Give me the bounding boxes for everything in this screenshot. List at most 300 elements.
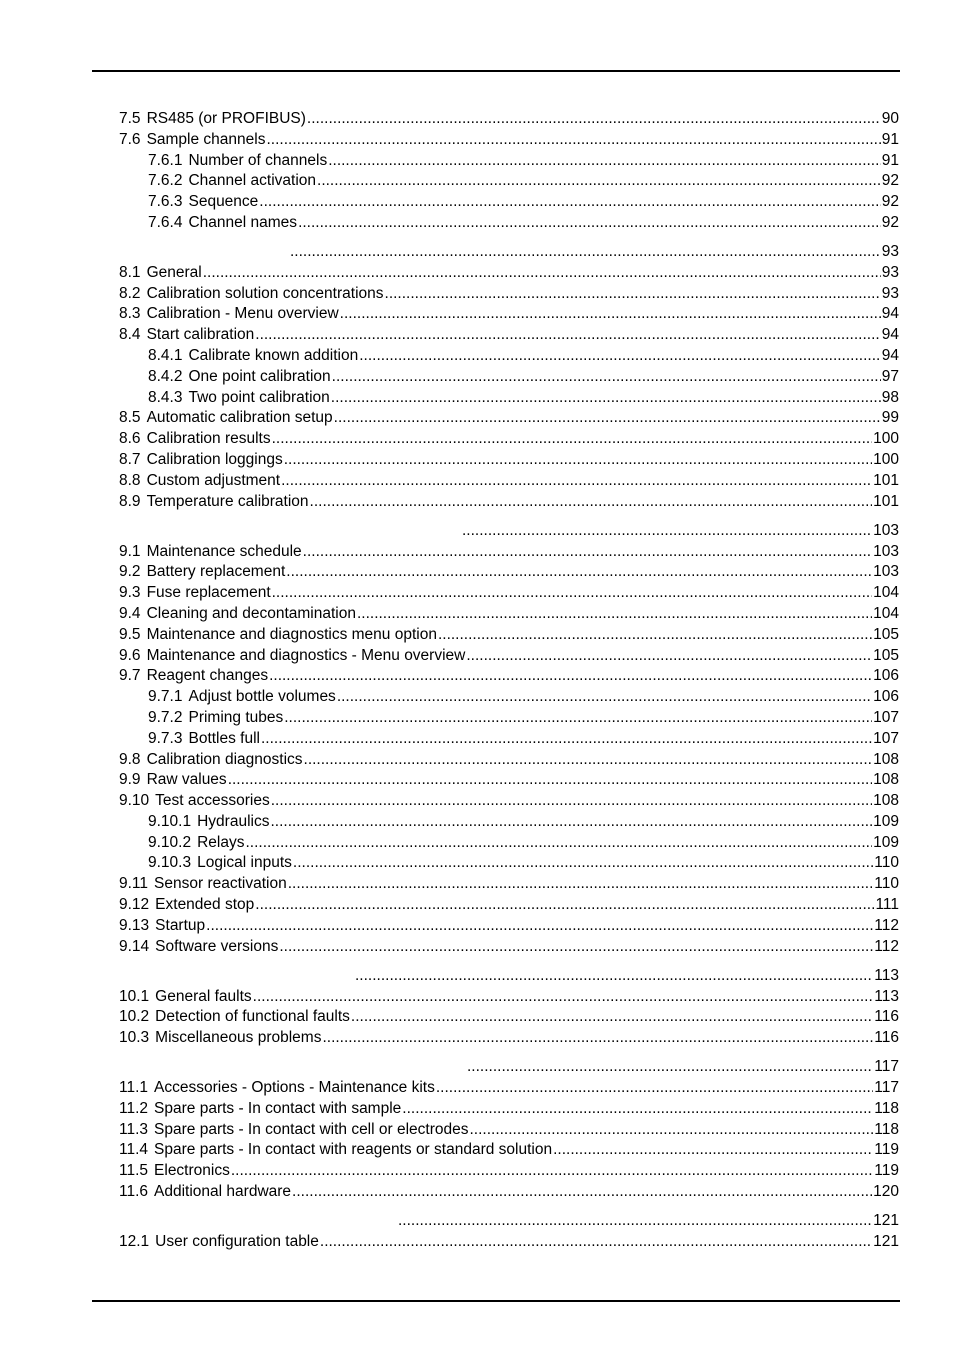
dot-leader: [317, 171, 881, 192]
toc-entry-title: User configuration table: [155, 1232, 319, 1250]
dot-leader: [253, 987, 874, 1008]
toc-entry[interactable]: [119, 750, 899, 771]
toc-entry[interactable]: [119, 109, 899, 130]
toc-entry-title: Automatic calibration setup: [146, 409, 333, 427]
toc-entry-number: 9.5: [119, 625, 141, 643]
toc-entry-label: [119, 109, 306, 130]
toc-entry[interactable]: [119, 367, 899, 388]
toc-entry-label: [119, 263, 202, 284]
toc-chapter-row[interactable]: [119, 1057, 899, 1078]
toc-page-number: 107: [873, 708, 899, 726]
toc-entry-label: [119, 666, 268, 687]
toc-page-number: 105: [873, 646, 899, 664]
toc-entry-title: Spare parts - In contact with cell or electrodes: [154, 1120, 469, 1138]
toc-entry-number: 8.1: [119, 263, 141, 281]
toc-page-number: 100: [873, 430, 899, 448]
toc-page-number: 112: [874, 937, 899, 955]
toc-entry-label: [119, 750, 303, 771]
toc-page-number: 98: [881, 388, 899, 406]
toc-entry-label: [119, 1120, 468, 1141]
toc-entry-title: Sensor reactivation: [154, 875, 287, 893]
dot-leader: [261, 729, 872, 750]
toc-page-number: 100: [873, 451, 899, 469]
toc-entry-title: Electronics: [154, 1162, 230, 1180]
toc-entry[interactable]: [119, 812, 899, 833]
toc-entry[interactable]: [119, 1078, 899, 1099]
dot-leader: [231, 1161, 873, 1182]
toc-entry[interactable]: [119, 646, 899, 667]
toc-page-number: 121: [873, 1232, 899, 1250]
dot-leader: [281, 471, 872, 492]
toc-entry[interactable]: [119, 450, 899, 471]
dot-leader: [328, 151, 881, 172]
toc-entry-label: [119, 450, 283, 471]
toc-entry[interactable]: [119, 1140, 899, 1161]
toc-page-number: 113: [874, 987, 899, 1005]
toc-entry[interactable]: [119, 895, 899, 916]
dot-leader: [357, 604, 872, 625]
dot-leader: [290, 242, 881, 263]
toc-entry[interactable]: [119, 937, 899, 958]
toc-entry-title: Maintenance and diagnostics - Menu overview: [146, 646, 466, 664]
toc-entry-label: [119, 916, 205, 937]
dot-leader: [271, 791, 872, 812]
toc-entry-number: 8.4.1: [148, 347, 183, 365]
toc-entry-label: [148, 833, 245, 854]
toc-entry[interactable]: [119, 625, 899, 646]
toc-entry-number: 10.3: [119, 1029, 150, 1047]
dot-leader: [293, 853, 873, 874]
header-rule: [92, 70, 900, 72]
toc-entry[interactable]: [119, 542, 899, 563]
toc-entry-number: 7.6.4: [148, 213, 183, 231]
toc-page-number: 97: [881, 367, 899, 385]
toc-page-number: 119: [874, 1141, 899, 1159]
toc-page-number: 119: [874, 1162, 899, 1180]
toc-page-number: 106: [873, 688, 899, 706]
toc-entry[interactable]: [119, 583, 899, 604]
toc-entry-number: 11.5: [119, 1162, 149, 1180]
dot-leader: [466, 646, 872, 667]
toc-entry[interactable]: [119, 192, 899, 213]
toc-entry-label: [119, 874, 287, 895]
dot-leader: [385, 284, 881, 305]
toc-entry-label: [148, 853, 292, 874]
toc-entry-number: 9.2: [119, 563, 141, 581]
toc-entry-number: 9.4: [119, 604, 141, 622]
toc-page-number: 103: [873, 563, 899, 581]
toc-entry[interactable]: [119, 471, 899, 492]
dot-leader: [402, 1099, 873, 1120]
toc-entry[interactable]: [119, 151, 899, 172]
dot-leader: [286, 562, 872, 583]
toc-entry[interactable]: [119, 388, 899, 409]
toc-page-number: 92: [881, 193, 899, 211]
toc-page-number: 110: [874, 875, 899, 893]
toc-entry-number: 9.3: [119, 584, 141, 602]
toc-entry-title: Additional hardware: [154, 1183, 292, 1201]
toc-page-number: 93: [881, 243, 899, 261]
dot-leader: [279, 937, 873, 958]
dot-leader: [288, 874, 874, 895]
toc-entry-title: Software versions: [155, 937, 279, 955]
toc-entry-title: Bottles full: [188, 729, 260, 747]
toc-page-number: 117: [874, 1079, 899, 1097]
toc-entry-label: [119, 325, 254, 346]
toc-page-number: 108: [873, 750, 899, 768]
toc-entry-label: [119, 429, 271, 450]
toc-entry-number: 11.2: [119, 1099, 149, 1117]
toc-entry-title: Test accessories: [155, 792, 270, 810]
toc-page-number: 101: [873, 471, 899, 489]
toc-entry-label: [148, 388, 330, 409]
toc-entry-number: 10.2: [119, 1008, 150, 1026]
toc-entry-number: 8.7: [119, 451, 141, 469]
dot-leader: [438, 625, 872, 646]
toc-entry-number: 9.7.1: [148, 688, 183, 706]
toc-entry-label: [148, 367, 331, 388]
toc-entry-number: 8.6: [119, 430, 141, 448]
dot-leader: [203, 263, 881, 284]
toc-page-number: 121: [873, 1212, 899, 1230]
toc-entry-label: [119, 937, 278, 958]
toc-entry-label: [119, 583, 271, 604]
dot-leader: [272, 583, 873, 604]
toc-entry-title: Calibration solution concentrations: [146, 284, 384, 302]
toc-entry[interactable]: [119, 408, 899, 429]
toc-entry-number: 10.1: [119, 987, 150, 1005]
toc-entry-title: Adjust bottle volumes: [188, 688, 336, 706]
toc-page-number: 103: [873, 542, 899, 560]
toc-entry-title: Extended stop: [155, 896, 255, 914]
toc-page-number: 116: [874, 1029, 899, 1047]
toc-entry[interactable]: [119, 263, 899, 284]
toc-entry-number: 8.3: [119, 305, 141, 323]
toc-entry-number: 8.5: [119, 409, 141, 427]
toc-entry-title: Custom adjustment: [146, 471, 281, 489]
dot-leader: [322, 1028, 873, 1049]
toc-entry-title: Relays: [197, 833, 245, 851]
dot-leader: [266, 130, 880, 151]
toc-page-number: 94: [881, 347, 899, 365]
toc-entry-label: [148, 687, 336, 708]
dot-leader: [310, 492, 873, 513]
toc-entry[interactable]: [119, 833, 899, 854]
toc-entry-label: [148, 151, 327, 172]
toc-entry-label: [119, 1007, 350, 1028]
toc-entry-label: [119, 1099, 401, 1120]
toc-entry[interactable]: [119, 346, 899, 367]
toc-entry-label: [119, 1161, 230, 1182]
toc-entry-title: Logical inputs: [197, 854, 292, 872]
toc-entry[interactable]: [119, 171, 899, 192]
toc-entry-title: Miscellaneous problems: [155, 1029, 322, 1047]
toc-chapter-row[interactable]: [119, 966, 899, 987]
toc-entry-number: 7.6.1: [148, 151, 183, 169]
dot-leader: [259, 192, 880, 213]
dot-leader: [269, 666, 872, 687]
toc-page-number: 93: [881, 284, 899, 302]
toc-entry-label: [119, 304, 339, 325]
toc-entry-title: Detection of functional faults: [155, 1008, 350, 1026]
toc-entry-number: 8.8: [119, 471, 141, 489]
toc-entry-label: [119, 492, 309, 513]
dot-leader: [462, 521, 872, 542]
toc-entry[interactable]: [119, 325, 899, 346]
toc-entry[interactable]: [119, 284, 899, 305]
toc-entry-number: 8.4.3: [148, 388, 183, 406]
toc-entry-number: 9.10.1: [148, 812, 192, 830]
toc-chapter-row[interactable]: [119, 521, 899, 542]
toc-entry[interactable]: [119, 213, 899, 234]
toc-entry-number: 11.1: [119, 1079, 149, 1097]
toc-entry-number: 9.13: [119, 916, 150, 934]
toc-entry-title: Calibrate known addition: [188, 347, 359, 365]
toc-entry-title: Calibration loggings: [146, 451, 283, 469]
dot-leader: [436, 1078, 873, 1099]
toc-entry[interactable]: [119, 874, 899, 895]
toc-entry[interactable]: [119, 562, 899, 583]
dot-leader: [398, 1211, 872, 1232]
dot-leader: [359, 346, 881, 367]
toc-entry-label: [148, 171, 316, 192]
toc-entry-label: [119, 646, 465, 667]
dot-leader: [467, 1057, 873, 1078]
toc-entry-number: 9.12: [119, 896, 150, 914]
toc-entry-label: [119, 895, 254, 916]
toc-chapter-row[interactable]: [119, 242, 899, 263]
toc-entry-title: Reagent changes: [146, 667, 269, 685]
toc-entry-number: 9.9: [119, 771, 141, 789]
toc-entry-label: [148, 812, 269, 833]
toc-page-number: 113: [874, 966, 899, 984]
toc-entry[interactable]: [119, 1099, 899, 1120]
toc-entry-number: 7.6: [119, 130, 141, 148]
dot-leader: [351, 1007, 873, 1028]
toc-entry[interactable]: [119, 304, 899, 325]
dot-leader: [298, 213, 881, 234]
toc-chapter-row[interactable]: [119, 1211, 899, 1232]
toc-page-number: 112: [874, 916, 899, 934]
toc-entry-number: 9.14: [119, 937, 150, 955]
toc-page-number: 91: [881, 130, 899, 148]
toc-entry-title: General faults: [155, 987, 252, 1005]
toc-entry[interactable]: [119, 130, 899, 151]
toc-page-number: 109: [873, 812, 899, 830]
toc-entry-number: 7.6.2: [148, 172, 183, 190]
toc-entry-label: [119, 1028, 321, 1049]
toc-page-number: 99: [881, 409, 899, 427]
toc-entry-label: [119, 1140, 552, 1161]
toc-entry-title: Maintenance schedule: [146, 542, 302, 560]
toc-entry-label: [119, 1182, 291, 1203]
toc-page-number: 117: [874, 1058, 899, 1076]
toc-entry-label: [119, 1078, 435, 1099]
toc-entry-label: [148, 729, 260, 750]
toc-entry-number: 7.6.3: [148, 193, 183, 211]
dot-leader: [331, 388, 881, 409]
toc-entry-title: Priming tubes: [188, 708, 284, 726]
toc-entry-title: Sample channels: [146, 130, 266, 148]
dot-leader: [303, 542, 872, 563]
dot-leader: [334, 408, 881, 429]
toc-entry-label: [119, 604, 356, 625]
toc-entry-title: Start calibration: [146, 326, 255, 344]
toc-entry-label: [148, 708, 283, 729]
toc-entry-title: One point calibration: [188, 367, 331, 385]
toc-entry-label: [119, 542, 302, 563]
dot-leader: [304, 750, 873, 771]
toc-entry[interactable]: [119, 853, 899, 874]
toc-page-number: 116: [874, 1008, 899, 1026]
toc-entry[interactable]: [119, 604, 899, 625]
toc-entry-label: [119, 130, 265, 151]
toc-entry-label: [119, 770, 227, 791]
toc-page-number: 101: [873, 492, 899, 510]
toc-page-number: 106: [873, 667, 899, 685]
toc-entry-number: 11.3: [119, 1120, 149, 1138]
toc-entry[interactable]: [119, 666, 899, 687]
toc-entry-title: Spare parts - In contact with reagents or standard solution: [154, 1141, 553, 1159]
toc-entry-label: [119, 791, 270, 812]
toc-entry-label: [148, 346, 358, 367]
toc-entry[interactable]: [119, 729, 899, 750]
toc-entry-title: General: [146, 263, 202, 281]
toc-entry-title: Sequence: [188, 193, 259, 211]
dot-leader: [337, 687, 872, 708]
toc-entry-label: [119, 987, 252, 1008]
toc-entry-title: Hydraulics: [197, 812, 270, 830]
toc-page-number: 120: [873, 1183, 899, 1201]
dot-leader: [255, 895, 874, 916]
toc-page-number: 94: [881, 326, 899, 344]
toc-entry[interactable]: [119, 1120, 899, 1141]
dot-leader: [320, 1232, 872, 1253]
dot-leader: [228, 770, 872, 791]
footer-rule: [92, 1300, 900, 1302]
table-of-contents: [119, 109, 899, 1253]
toc-entry-number: 9.10: [119, 792, 150, 810]
toc-entry[interactable]: [119, 987, 899, 1008]
toc-page-number: 92: [881, 172, 899, 190]
toc-page-number: 91: [881, 151, 899, 169]
toc-page-number: 108: [873, 792, 899, 810]
toc-entry-number: 9.10.2: [148, 833, 192, 851]
dot-leader: [255, 325, 880, 346]
toc-page-number: 104: [873, 584, 899, 602]
toc-entry-number: 9.7.3: [148, 729, 183, 747]
toc-page-number: 93: [881, 263, 899, 281]
toc-entry-title: Number of channels: [188, 151, 328, 169]
toc-entry-label: [119, 408, 333, 429]
toc-entry[interactable]: [119, 1182, 899, 1203]
toc-page-number: 109: [873, 833, 899, 851]
toc-entry-title: Temperature calibration: [146, 492, 309, 510]
dot-leader: [272, 429, 873, 450]
toc-entry-number: 8.9: [119, 492, 141, 510]
toc-entry-title: Fuse replacement: [146, 584, 271, 602]
toc-entry[interactable]: [119, 770, 899, 791]
toc-entry-title: RS485 (or PROFIBUS): [146, 110, 306, 127]
toc-entry[interactable]: [119, 791, 899, 812]
toc-entry-number: 9.1: [119, 542, 141, 560]
toc-entry[interactable]: [119, 1007, 899, 1028]
toc-page-number: 92: [881, 213, 899, 231]
toc-entry[interactable]: [119, 1161, 899, 1182]
toc-page-number: 103: [873, 521, 899, 539]
toc-entry-number: 11.6: [119, 1183, 149, 1201]
toc-page-number: 110: [874, 854, 899, 872]
toc-entry-number: 8.4.2: [148, 367, 183, 385]
toc-entry-label: [148, 213, 297, 234]
toc-entry-title: Two point calibration: [188, 388, 330, 406]
toc-entry-number: 9.6: [119, 646, 141, 664]
dot-leader: [206, 916, 873, 937]
dot-leader: [284, 708, 872, 729]
toc-entry-title: Channel names: [188, 213, 298, 231]
dot-leader: [246, 833, 873, 854]
toc-entry-number: 9.8: [119, 750, 141, 768]
toc-entry-label: [119, 625, 437, 646]
toc-entry-label: [119, 1232, 319, 1253]
toc-entry-number: 8.2: [119, 284, 141, 302]
toc-entry[interactable]: [119, 429, 899, 450]
toc-entry[interactable]: [119, 708, 899, 729]
toc-page-number: 107: [873, 729, 899, 747]
toc-entry-title: Spare parts - In contact with sample: [154, 1099, 402, 1117]
toc-entry-title: Accessories - Options - Maintenance kits: [154, 1079, 435, 1097]
dot-leader: [340, 304, 881, 325]
toc-entry-title: Channel activation: [188, 172, 317, 190]
toc-page-number: 118: [874, 1120, 899, 1138]
toc-entry-label: [148, 192, 258, 213]
dot-leader: [553, 1140, 873, 1161]
dot-leader: [355, 966, 873, 987]
toc-page-number: 104: [873, 604, 899, 622]
toc-page-number: 90: [881, 110, 899, 127]
toc-entry-title: Calibration diagnostics: [146, 750, 303, 768]
toc-entry-label: [119, 471, 280, 492]
toc-entry-title: Raw values: [146, 771, 227, 789]
toc-page-number: 118: [874, 1099, 899, 1117]
toc-page-number: 105: [873, 625, 899, 643]
dot-leader: [469, 1120, 873, 1141]
toc-entry-title: Maintenance and diagnostics menu option: [146, 625, 437, 643]
toc-entry[interactable]: [119, 1232, 899, 1253]
toc-entry[interactable]: [119, 492, 899, 513]
toc-entry-title: Calibration - Menu overview: [146, 305, 339, 323]
toc-entry-title: Battery replacement: [146, 563, 286, 581]
toc-entry-label: [119, 284, 384, 305]
toc-entry[interactable]: [119, 916, 899, 937]
toc-entry-number: 9.7.2: [148, 708, 183, 726]
toc-page-number: 94: [881, 305, 899, 323]
dot-leader: [307, 109, 881, 130]
dot-leader: [292, 1182, 872, 1203]
toc-entry-label: [119, 562, 285, 583]
toc-entry-title: Startup: [155, 916, 206, 934]
toc-entry-title: Calibration results: [146, 430, 271, 448]
toc-entry-number: 11.4: [119, 1141, 149, 1159]
toc-page-number: 111: [875, 896, 899, 914]
dot-leader: [270, 812, 872, 833]
toc-entry[interactable]: [119, 687, 899, 708]
toc-entry-number: 12.1: [119, 1232, 150, 1250]
toc-entry-number: 9.10.3: [148, 854, 192, 872]
dot-leader: [284, 450, 872, 471]
toc-page-number: 108: [873, 771, 899, 789]
toc-entry[interactable]: [119, 1028, 899, 1049]
